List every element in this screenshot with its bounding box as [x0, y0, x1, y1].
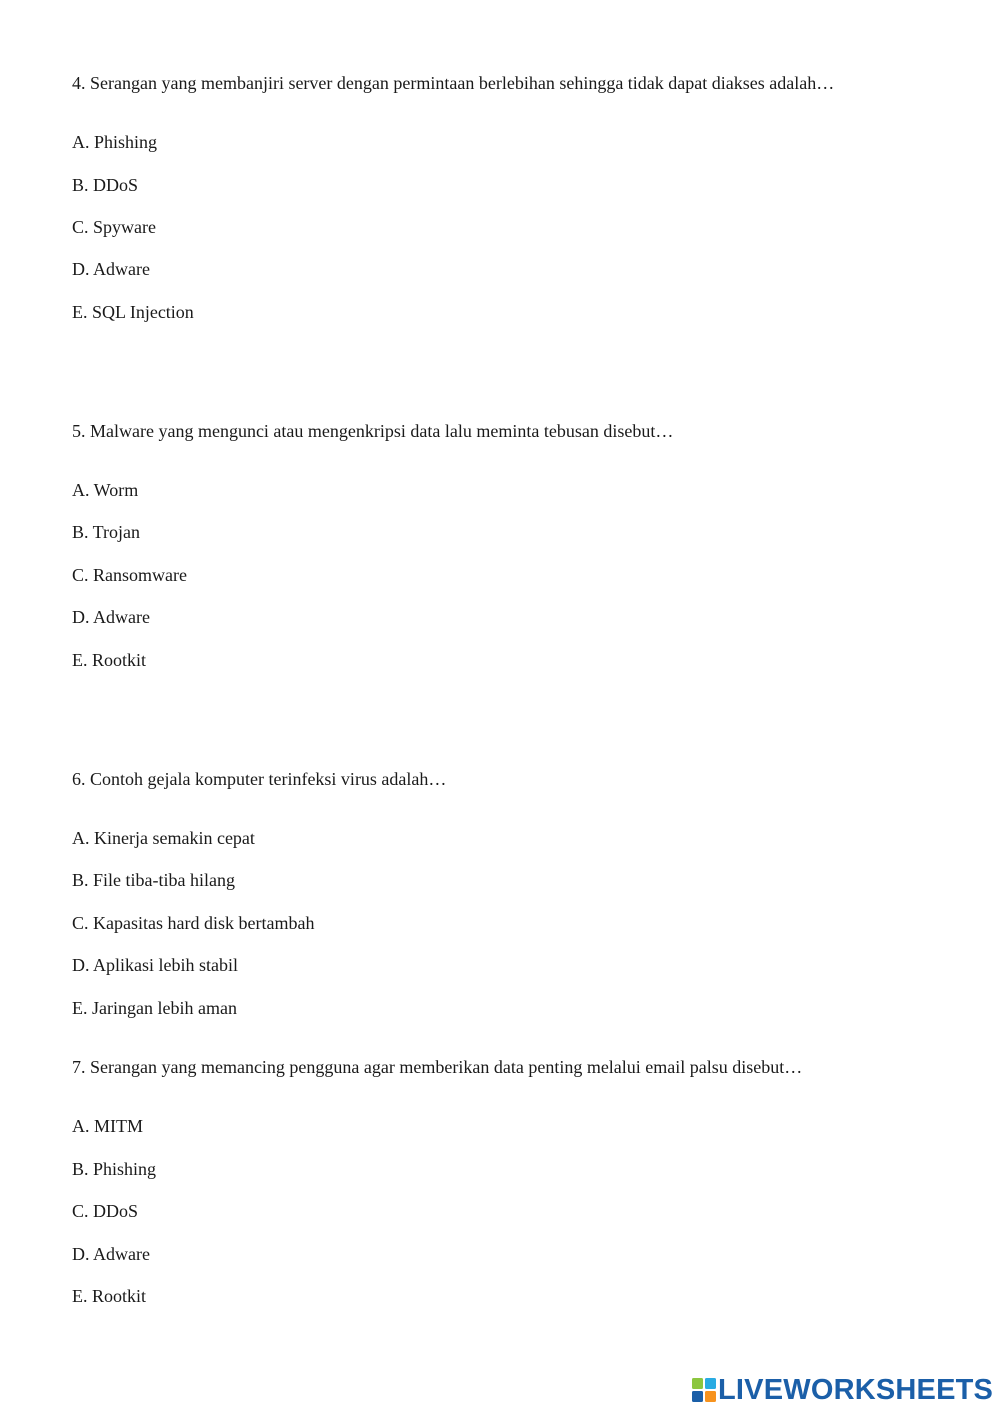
question-5-option-b: B. Trojan	[72, 522, 141, 542]
question-6-option-d: D. Aplikasi lebih stabil	[72, 955, 238, 975]
question-6-option-c: C. Kapasitas hard disk bertambah	[72, 913, 315, 933]
question-7-option-b: B. Phishing	[72, 1159, 157, 1179]
question-4-text: 4. Serangan yang membanjiri server dengan permintaan berlebihan sehingga tidak dapat diakses adalah…	[72, 73, 835, 93]
question-6-option-b: B. File tiba-tiba hilang	[72, 870, 235, 890]
question-6-text: 6. Contoh gejala komputer terinfeksi virus adalah…	[72, 769, 447, 789]
question-7-text: 7. Serangan yang memancing pengguna agar memberikan data penting melalui email palsu disebut…	[72, 1057, 803, 1077]
liveworksheets-logo	[692, 1374, 993, 1406]
question-4-option-d: D. Adware	[72, 259, 150, 279]
liveworksheets-grid-icon	[692, 1378, 716, 1402]
question-4-option-b: B. DDoS	[72, 175, 139, 195]
question-4-option-c: C. Spyware	[72, 217, 156, 237]
question-5-option-c: C. Ransomware	[72, 565, 187, 585]
question-7-option-c: C. DDoS	[72, 1201, 139, 1221]
logo-text: LIVEWORKSHEETS	[718, 1374, 994, 1406]
question-5-text: 5. Malware yang mengunci atau mengenkripsi data lalu meminta tebusan disebut…	[72, 421, 674, 441]
question-7-option-a: A. MITM	[72, 1116, 143, 1136]
question-6-option-a: A. Kinerja semakin cepat	[72, 828, 255, 848]
question-7-option-e: E. Rootkit	[72, 1286, 147, 1306]
question-5-option-d: D. Adware	[72, 607, 150, 627]
question-4-option-e: E. SQL Injection	[72, 302, 194, 322]
question-5-option-a: A. Worm	[72, 480, 139, 500]
question-6-option-e: E. Jaringan lebih aman	[72, 998, 237, 1018]
question-7-option-d: D. Adware	[72, 1244, 150, 1264]
question-5-option-e: E. Rootkit	[72, 650, 147, 670]
question-4-option-a: A. Phishing	[72, 132, 158, 152]
